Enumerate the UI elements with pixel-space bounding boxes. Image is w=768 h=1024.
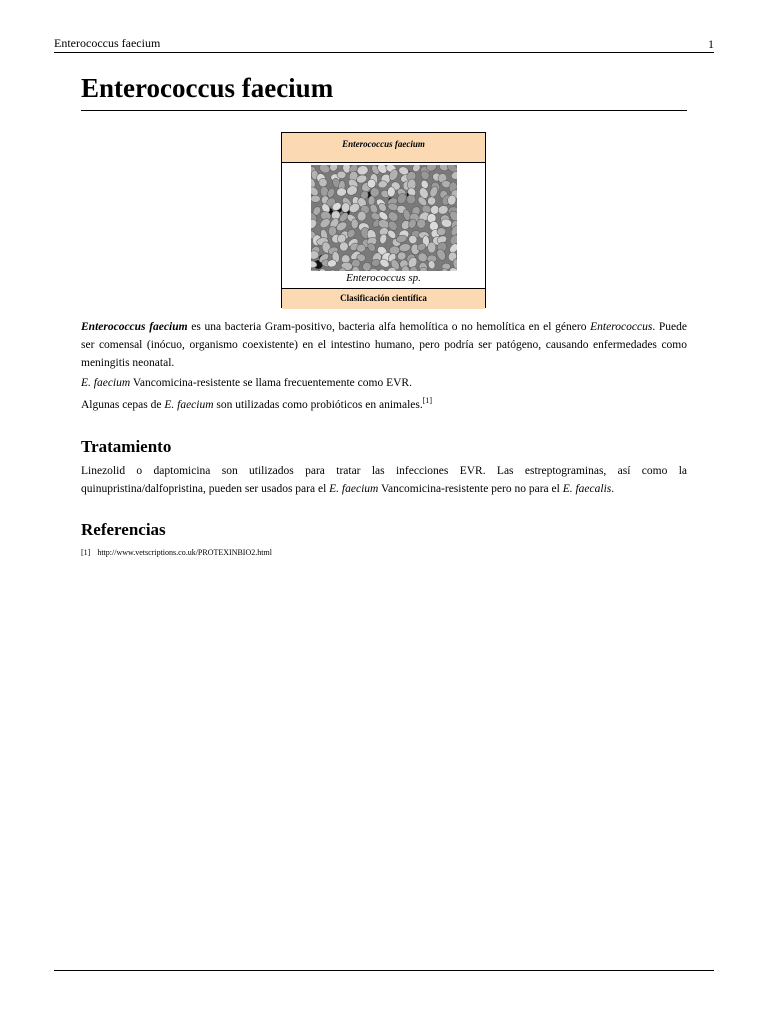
intro-text: son utilizadas como probióticos en animales. <box>213 399 423 411</box>
infobox <box>281 132 486 308</box>
intro-paragraph-1 <box>81 318 687 372</box>
intro-subject: Enterococcus faecium <box>81 321 188 333</box>
genus-name: Enterococcus <box>590 321 653 333</box>
intro-text: es una bacteria Gram-positivo, bacteria alfa hemolítica o no hemolítica en el género <box>187 321 591 333</box>
intro-paragraph-2 <box>81 374 687 392</box>
tratamiento-text: Vancomicina-resistente pero no para el <box>378 483 563 495</box>
bacteria-micrograph-image <box>311 165 457 271</box>
running-header <box>54 36 714 53</box>
reference-number: [1] <box>81 548 91 557</box>
tratamiento-paragraph <box>81 462 687 498</box>
intro-text: . Puede ser comensal (inócuo, organismo coexistente) en el intestino humano, pero podría ser patógeno, causando enfermedades como meningitis neonatal. <box>81 321 687 369</box>
tratamiento-text: . <box>611 483 615 495</box>
species-name: E. faecium <box>329 483 379 495</box>
tratamiento-text: Linezolid o daptomicina son utilizados para tratar las infecciones EVR. Las estreptograminas, así como la quinupristina/dalfopristina, pueden ser usados para el <box>81 465 687 495</box>
footer-rule <box>54 970 714 971</box>
article-title: Enterococcus faecium <box>81 72 687 111</box>
running-title: Enterococcus faecium <box>54 36 161 50</box>
reference-item <box>81 548 272 558</box>
species-name: E. faecalis <box>562 483 612 495</box>
infobox-section-label: Clasificación científica <box>282 288 485 309</box>
infobox-title: Enterococcus faecium <box>282 133 485 163</box>
intro-text: Vancomicina-resistente se llama frecuentemente como EVR. <box>130 377 412 389</box>
page-number: 1 <box>708 37 714 51</box>
intro-paragraph-3 <box>81 396 687 414</box>
section-heading-tratamiento: Tratamiento <box>81 437 172 456</box>
species-name: E. faecium <box>164 399 214 411</box>
reference-link[interactable]: [1] <box>422 396 433 406</box>
intro-text: Algunas cepas de <box>81 399 165 411</box>
infobox-image-caption: Enterococcus sp. <box>346 272 421 284</box>
reference-url-link[interactable]: http://www.vetscriptions.co.uk/PROTEXINBIO2.html <box>97 548 272 557</box>
species-name: E. faecium <box>81 377 131 389</box>
section-heading-referencias: Referencias <box>81 520 166 539</box>
